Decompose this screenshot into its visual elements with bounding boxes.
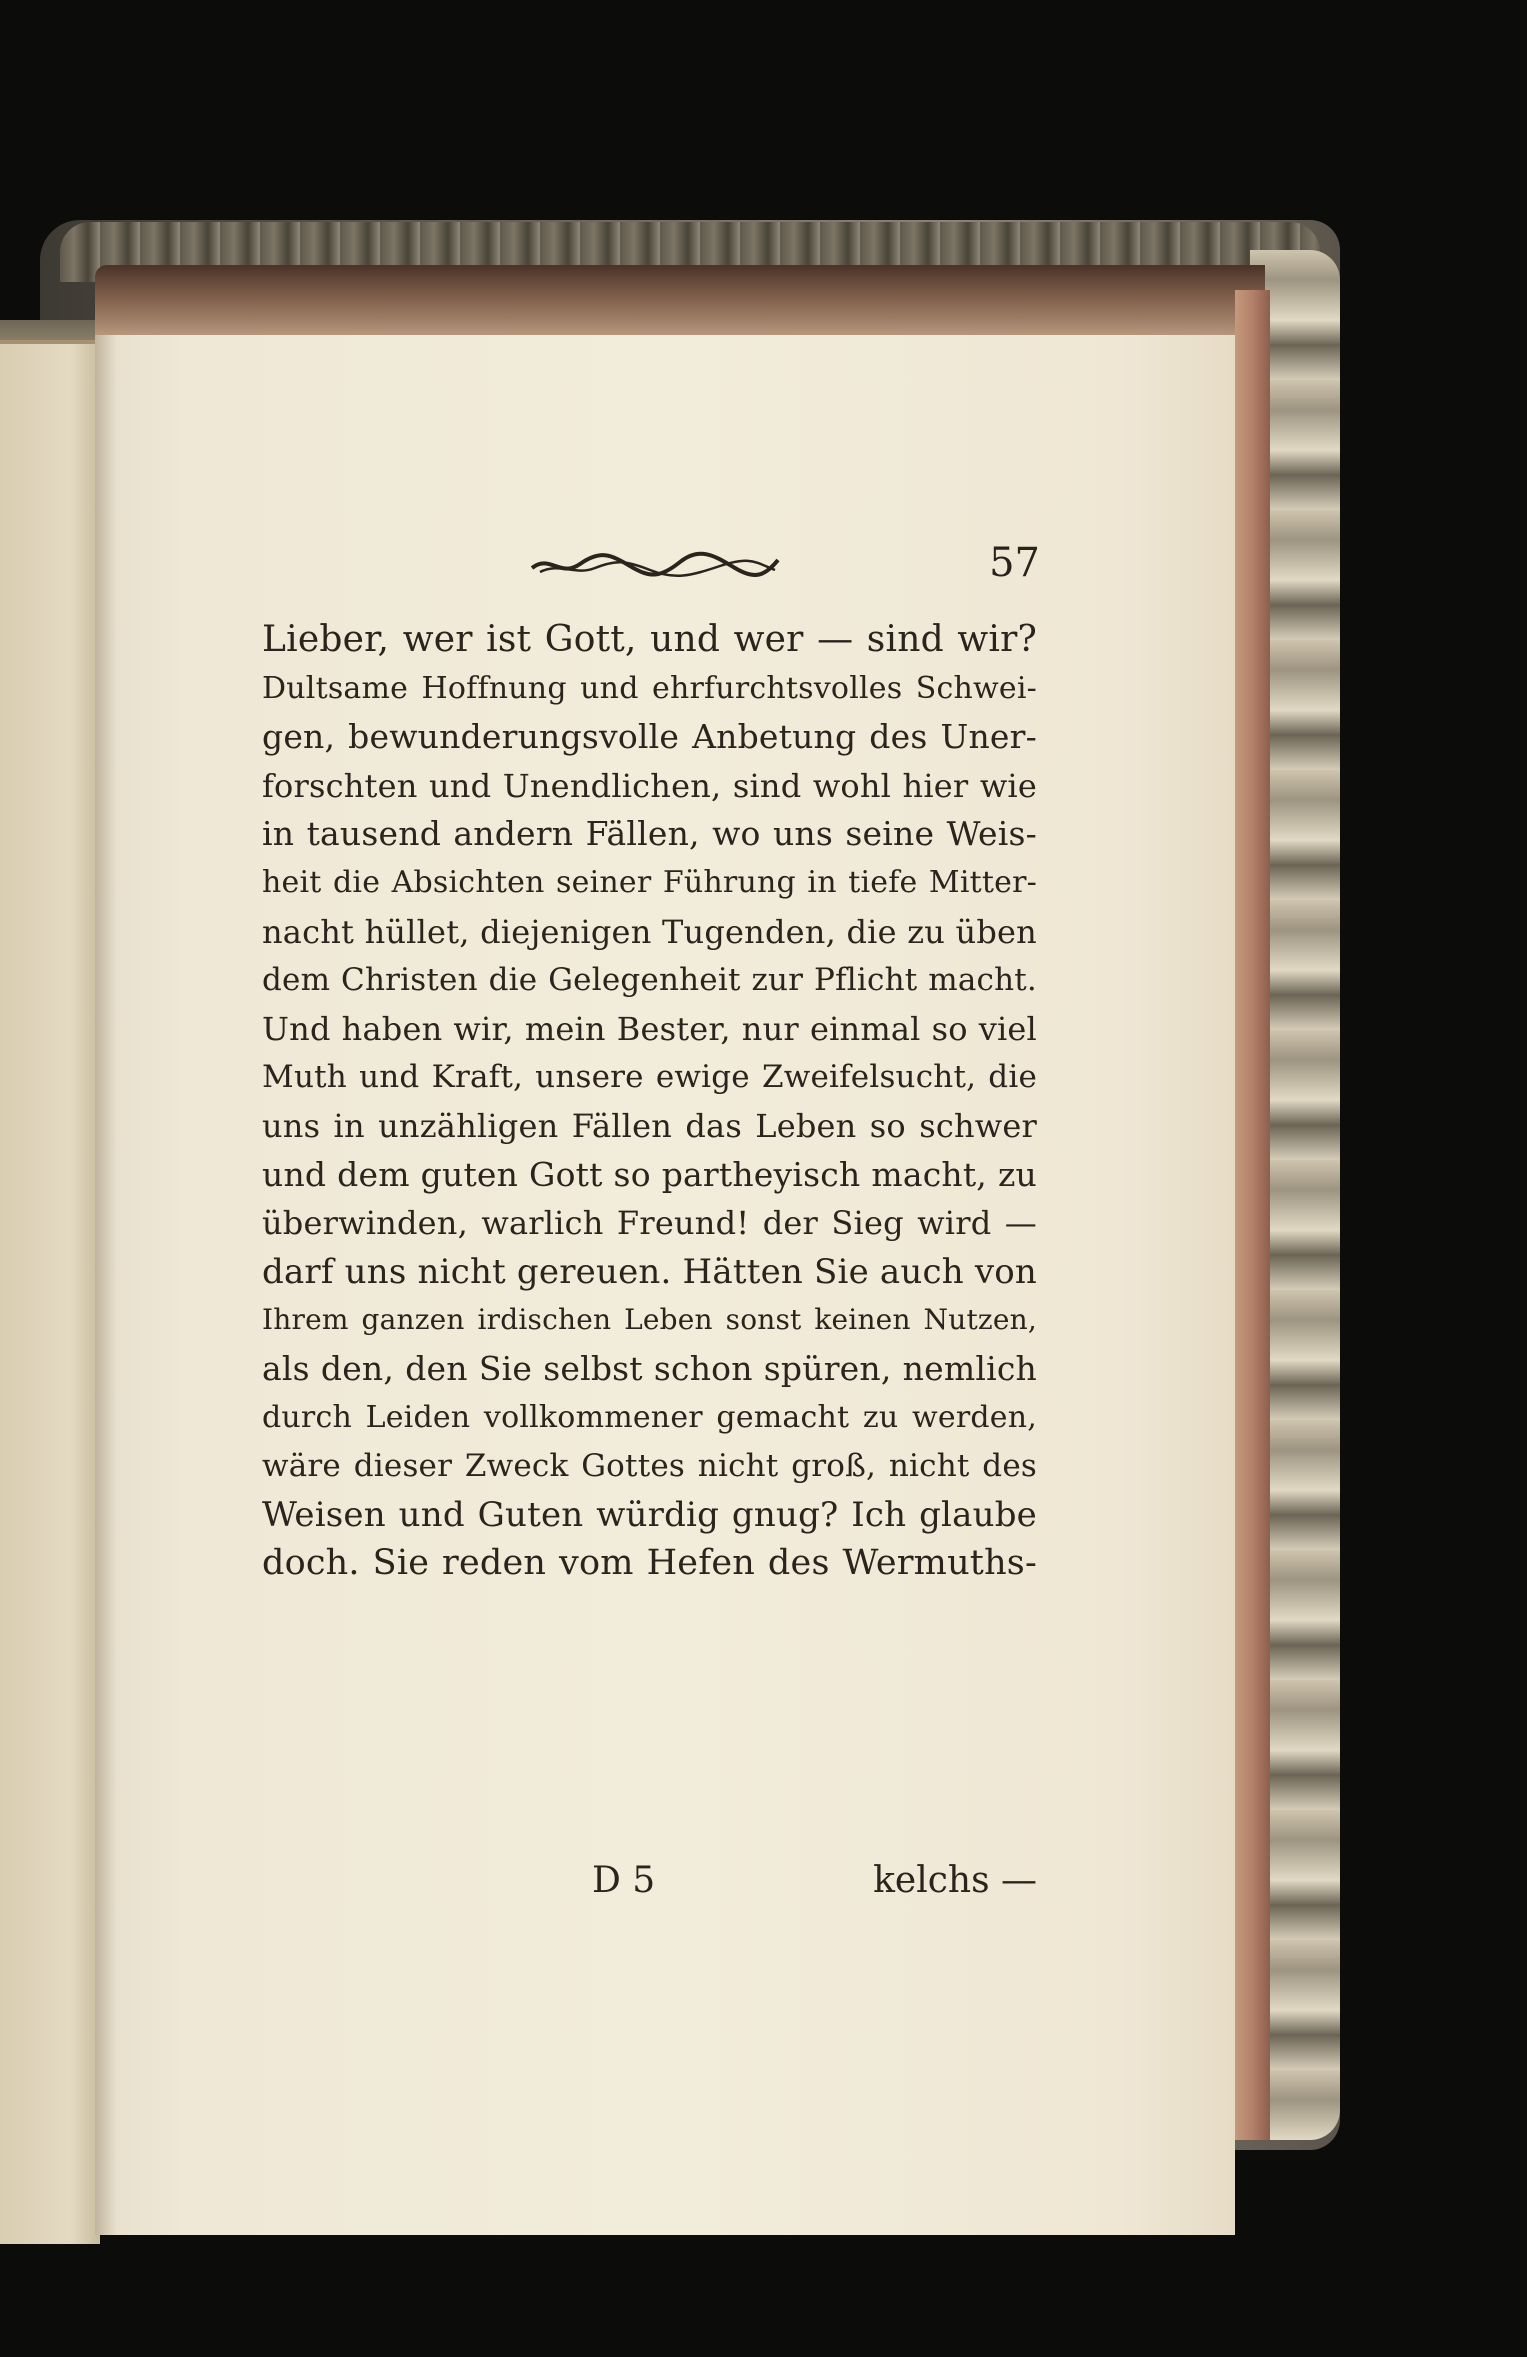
signature-mark: D 5 [592,1860,656,1901]
text-line: Ihrem ganzen irdischen Leben sonst keinen Nutzen, [262,1303,1037,1337]
page-number: 57 [989,540,1040,586]
text-line: Dultsame Hoffnung und ehrfurchtsvolles Schwei- [262,670,1037,706]
body-text [262,616,1037,1588]
page-header [530,540,1040,590]
text-line: forschten und Unendlichen, sind wohl hier wie [262,766,1037,805]
gutter-shadow [95,335,117,2235]
text-line: Weisen und Guten würdig gnug? Ich glaube [262,1494,1037,1535]
text-line: doch. Sie reden vom Hefen des Wermuths- [262,1543,1037,1584]
text-line: wäre dieser Zweck Gottes nicht groß, nicht des [262,1448,1037,1485]
text-line: uns in unzähligen Fällen das Leben so schwer [262,1106,1037,1145]
text-line: darf uns nicht gereuen. Hätten Sie auch von [262,1251,1037,1292]
page-block-top-edge [95,265,1265,335]
text-line: gen, bewunderungsvolle Anbetung des Uner- [262,717,1037,757]
text-line: Muth und Kraft, unsere ewige Zweifelsucht, die [262,1059,1037,1096]
text-line: durch Leiden vollkommener gemacht zu werden, [262,1399,1037,1435]
text-line: dem Christen die Gelegenheit zur Pflicht macht. [262,962,1037,999]
text-line: Lieber, wer ist Gott, und wer — sind wir? [262,619,1037,660]
text-line: überwinden, warlich Freund! der Sieg wird — [262,1204,1037,1243]
text-line: in tausend andern Fällen, wo uns seine Weis- [262,814,1037,854]
text-line: und dem guten Gott so partheyisch macht, zu [262,1154,1037,1194]
page-block-fore-edge [1235,290,1270,2140]
text-line: Und haben wir, mein Bester, nur einmal so viel [262,1009,1037,1048]
left-page [0,340,100,2244]
ornament-icon [530,550,780,580]
text-line: als den, den Sie selbst schon spüren, nemlich [262,1348,1037,1388]
page-footer [262,1860,1037,1910]
text-line: nacht hüllet, diejenigen Tugenden, die zu üben [262,912,1037,951]
catchword: kelchs — [873,1860,1037,1901]
left-page-edge [0,320,95,342]
text-line: heit die Absichten seiner Führung in tiefe Mitter- [262,864,1037,900]
